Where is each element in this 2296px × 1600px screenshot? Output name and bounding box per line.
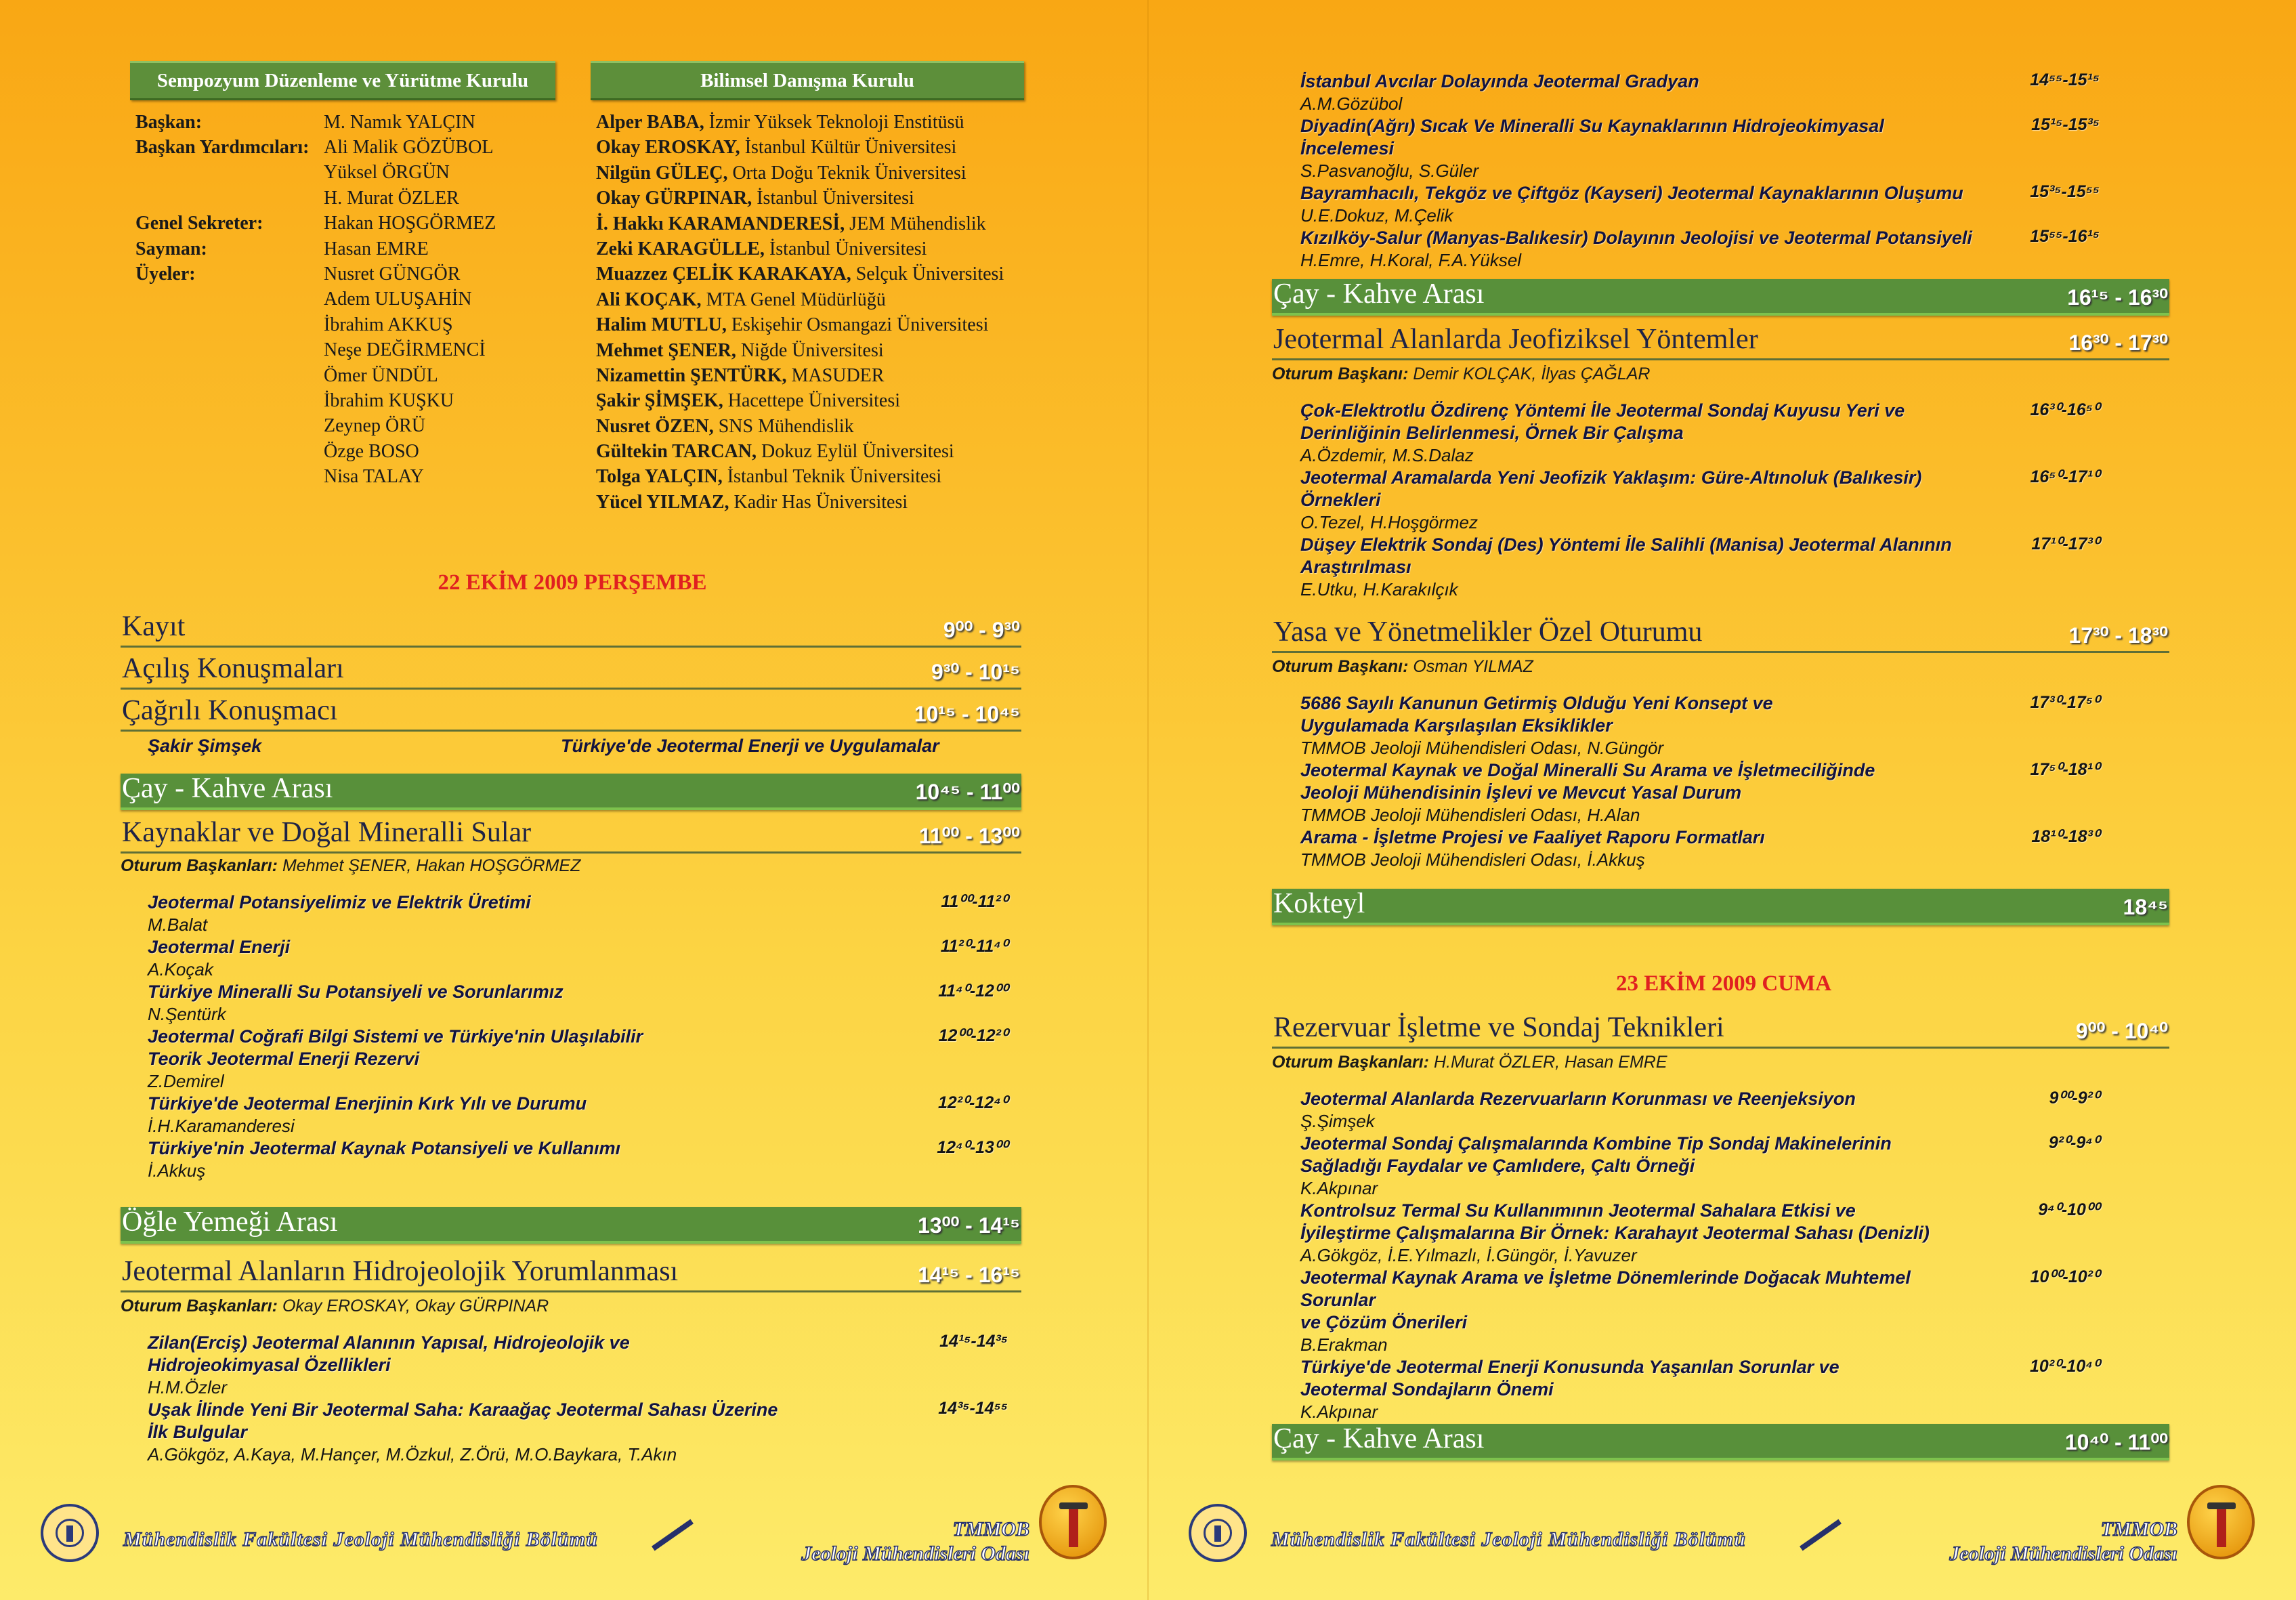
advisory-member-name: Zeki KARAGÜLLE, [596,238,765,259]
committee-row [135,211,496,236]
committee-row [135,287,496,312]
talk-authors: K.Akpınar [1300,1402,1378,1422]
advisory-board [591,61,1024,515]
talk-title: Kontrolsuz Termal Su Kullanımının Jeotermal Sahalara Etkisi ve İyileştirme Çalışmalarına Bir Örnek: Karahayıt Jeotermal Sahası (Denizli) [1300,1200,1930,1243]
advisory-member-affiliation: Kadir Has Üniversitesi [729,491,908,513]
committee-role: Genel Sekreter: [135,213,263,234]
session-time: 11⁰⁰ - 13⁰⁰ [918,824,1020,848]
talk-title: Düşey Elektrik Sondaj (Des) Yöntemi İle Salihli (Manisa) Jeotermal Alanının Araştırılması [1300,534,1952,577]
session-title: Çay - Kahve Arası [1273,1423,1485,1454]
talk-authors: K.Akpınar [1300,1178,1378,1198]
session-title: Yasa ve Yönetmelikler Özel Oturumu [1273,616,1703,648]
talk-time: 12⁰⁰-12²⁰ [938,1026,1008,1045]
talk-time: 15⁵⁵-16¹⁵ [2030,227,2100,246]
talk-time: 14⁵⁵-15¹⁵ [2030,70,2100,89]
talk-authors: S.Pasvanoğlu, S.Güler [1300,161,1479,181]
talk-title: Zilan(Erciş) Jeotermal Alanının Yapısal, Hidrojeolojik ve Hidrojeokimyasal Özellikleri [148,1332,630,1375]
advisory-member [596,287,1024,312]
talk-authors: TMMOB Jeoloji Mühendisleri Odası, H.Alan [1300,805,1640,825]
committee-member: Adem ULUŞAHİN [324,289,472,310]
advisory-member-affiliation: İstanbul Üniversitesi [764,238,927,259]
talk-authors: H.Emre, H.Koral, F.A.Yüksel [1300,250,1522,270]
session-time: 14¹⁵ - 16¹⁵ [918,1263,1020,1287]
committee-row [135,363,496,388]
advisory-member-name: Nizamettin ŞENTÜRK, [596,364,787,386]
chamber-name [738,1517,1029,1566]
talk-item [148,981,1008,1026]
advisory-member [596,261,1024,287]
talk-authors: H.M.Özler [148,1377,227,1397]
talk-time: 15³⁵-15⁵⁵ [2030,182,2100,201]
advisory-member-affiliation: Eskişehir Osmangazi Üniversitesi [726,314,989,336]
committee-row [135,236,496,261]
committee-role [135,439,324,464]
committee-row [135,261,496,287]
talk-title: Jeotermal Alanlarda Rezervuarların Korunması ve Reenjeksiyon [1300,1089,1856,1109]
session-title: Çağrılı Konuşmacı [122,695,338,726]
committee-member: Yüksel ÖRGÜN [324,162,450,184]
talk-item [1300,534,2100,601]
talk-title: Arama - İşletme Projesi ve Faaliyet Raporu Formatları [1300,827,1765,847]
talk-list-yasa [1300,692,2100,871]
talk-item [1300,115,2100,182]
talk-authors: M.Balat [148,914,208,935]
committee-row [135,135,496,160]
session-yasa [1272,616,2169,653]
advisory-member-name: Okay GÜRPINAR, [596,188,752,209]
talk-item [1300,1088,2100,1133]
committee-member: Hasan EMRE [324,238,429,259]
advisory-member-affiliation: Dokuz Eylül Üniversitesi [757,441,954,463]
session-title: Açılış Konuşmaları [122,653,344,684]
talk-title: Çok-Elektrotlu Özdirenç Yöntemi İle Jeotermal Sondaj Kuyusu Yeri ve Derinliğinin Belirlenmesi, Örnek Bir Çalışma [1300,400,1905,443]
session-title: Jeotermal Alanlarda Jeofiziksel Yöntemler [1273,324,1758,355]
break-lunch [121,1207,1021,1244]
committee-row [135,186,496,211]
advisory-member-affiliation: İstanbul Kültür Üniversitesi [740,137,957,159]
talk-item [1300,467,2100,534]
committee-row [135,110,496,135]
talk-title: Türkiye'de Jeotermal Enerjinin Kırk Yılı ve Durumu [148,1093,587,1114]
chair-names: Osman YILMAZ [1413,657,1533,676]
committee-member: Nusret GÜNGÖR [324,264,461,285]
advisory-member-name: Alper BABA, [596,112,704,133]
advisory-member-affiliation: JEM Mühendislik [845,213,986,234]
session-kokteyl [1272,889,2169,925]
talk-item [148,1137,1008,1182]
advisory-member [596,135,1024,160]
advisory-board-title: Bilimsel Danışma Kurulu [591,61,1024,100]
talk-authors: Z.Demirel [148,1071,224,1091]
committee-member: Neşe DEĞİRMENCİ [324,339,486,361]
break-coffee-1 [121,774,1021,810]
talk-title: İstanbul Avcılar Dolayında Jeotermal Gradyan [1300,71,1699,91]
talk-list-hidro-continued [1300,70,2100,272]
advisory-member-name: İ. Hakkı KARAMANDERESİ, [596,213,845,234]
talk-time: 14¹⁵-14³⁵ [939,1332,1008,1351]
talk-time: 9⁰⁰-9²⁰ [2049,1089,2100,1108]
talk-time: 16³⁰-16⁵⁰ [2030,400,2100,419]
advisory-member [596,464,1024,489]
committee-row [135,388,496,413]
advisory-member [596,363,1024,388]
advisory-member-name: Gültekin TARCAN, [596,441,757,463]
committee-role [135,338,324,363]
committee-role [135,363,324,388]
talk-time: 11²⁰-11⁴⁰ [940,937,1008,956]
session-hidro [121,1256,1021,1292]
advisory-member-name: Nusret ÖZEN, [596,415,714,437]
advisory-member [596,236,1024,261]
talk-title: Bayramhacılı, Tekgöz ve Çiftgöz (Kayseri) Jeotermal Kaynaklarının Oluşumu [1300,183,1963,203]
session-time: 18⁴⁵ [2123,895,2168,919]
committee-member: İbrahim KUŞKU [324,390,454,411]
talk-authors: Ş.Şimşek [1300,1111,1375,1131]
session-time: 13⁰⁰ - 14¹⁵ [918,1213,1020,1238]
keynote-speaker: Şakir Şimşek [148,736,262,756]
session-title: Rezervuar İşletme ve Sondaj Teknikleri [1273,1012,1724,1043]
advisory-member-affiliation: Orta Doğu Teknik Üniversitesi [727,162,966,184]
organizing-committee-title: Sempozyum Düzenleme ve Yürütme Kurulu [130,61,555,100]
day1-title: 22 EKİM 2009 PERŞEMBE [438,570,707,595]
talk-item [1300,826,2100,871]
session-chair [121,856,580,876]
talk-list-jeofizik [1300,400,2100,601]
keynote-talk: Türkiye'de Jeotermal Enerji ve Uygulamalar [561,736,939,756]
advisory-member-name: Okay EROSKAY, [596,137,740,159]
chair-names: Demir KOLÇAK, İlyas ÇAĞLAR [1413,364,1651,383]
talk-time: 17³⁰-17⁵⁰ [2030,693,2100,712]
committee-role [135,161,324,186]
university-seal-icon [41,1504,99,1562]
talk-item [1300,1267,2100,1356]
session-title: Kayıt [122,611,186,642]
talk-title: Jeotermal Aramalarda Yeni Jeofizik Yaklaşım: Güre-Altınoluk (Balıkesir) Örnekleri [1300,467,1922,510]
session-time: 16¹⁵ - 16³⁰ [2067,285,2168,310]
talk-item [1300,1200,2100,1267]
session-time: 9⁰⁰ - 9³⁰ [943,618,1020,642]
org-line-1: TMMOB [952,1518,1029,1540]
session-chair [1272,657,1533,677]
committee-row [135,312,496,337]
talk-time: 12⁴⁰-13⁰⁰ [937,1138,1008,1157]
organizing-committee [130,61,555,490]
session-title: Jeotermal Alanların Hidrojeolojik Yorumlanması [122,1256,679,1287]
talk-item [1300,400,2100,467]
talk-time: 12²⁰-12⁴⁰ [938,1093,1008,1112]
hammer-icon [1800,1519,1842,1551]
university-seal-icon [1189,1504,1247,1562]
session-title: Çay - Kahve Arası [1273,278,1485,310]
advisory-member [596,110,1024,135]
day2-title: 23 EKİM 2009 CUMA [1615,971,1832,996]
advisory-member [596,186,1024,211]
session-kaynaklar [121,817,1021,854]
session-title: Çay - Kahve Arası [122,773,333,804]
advisory-member-affiliation: İzmir Yüksek Teknoloji Enstitüsü [704,112,964,133]
session-cagrili [121,695,1021,732]
talk-time: 11⁰⁰-11²⁰ [941,892,1008,911]
advisory-member-affiliation: Niğde Üniversitesi [736,339,884,361]
session-time: 10¹⁵ - 10⁴⁵ [914,702,1020,726]
talk-item [1300,70,2100,115]
chamber-logo-icon [1039,1485,1107,1559]
department-name: Mühendislik Fakültesi Jeoloji Mühendisliği Bölümü [123,1528,598,1551]
talk-authors: İ.H.Karamanderesi [148,1116,295,1136]
talk-authors: A.M.Gözübol [1300,93,1403,114]
chair-label: Oturum Başkanları: [1272,1053,1430,1072]
committee-member: Hakan HOŞGÖRMEZ [324,213,496,234]
talk-time: 10⁰⁰-10²⁰ [2030,1267,2100,1286]
talk-title: Jeotermal Potansiyelimiz ve Elektrik Üretimi [148,892,531,912]
committee-role: Üyeler: [135,264,196,285]
talk-time: 10²⁰-10⁴⁰ [2030,1357,2100,1376]
advisory-member [596,338,1024,363]
chair-label: Oturum Başkanları: [121,856,278,875]
talk-time: 11⁴⁰-12⁰⁰ [938,982,1008,1001]
advisory-board-list [596,110,1024,515]
committee-role: Başkan Yardımcıları: [135,137,310,159]
advisory-member-affiliation: Hacettepe Üniversitesi [723,390,901,412]
talk-authors: İ.Akkuş [148,1160,206,1181]
talk-title: Jeotermal Enerji [148,937,291,957]
break-coffee-3 [1272,1424,2169,1460]
talk-item [1300,182,2100,227]
organizing-committee-table [135,110,496,490]
session-chair [1272,364,1650,384]
talk-time: 17⁵⁰-18¹⁰ [2030,760,2100,779]
advisory-member-name: Tolga YALÇIN, [596,466,723,488]
committee-row [135,464,496,489]
session-rezervuar [1272,1012,2169,1049]
talk-authors: E.Utku, H.Karakılçık [1300,579,1458,599]
session-time: 17³⁰ - 18³⁰ [2068,623,2168,648]
chair-label: Oturum Başkanı: [1272,364,1409,383]
committee-role [135,186,324,211]
advisory-member [596,161,1024,186]
talk-item [1300,227,2100,272]
committee-member: M. Namık YALÇIN [324,111,475,133]
chair-label: Oturum Başkanları: [121,1297,278,1315]
talk-item [1300,759,2100,826]
talk-title: Uşak İlinde Yeni Bir Jeotermal Saha: Karaağaç Jeotermal Sahası Üzerine İlk Bulgular [148,1399,778,1442]
talk-authors: B.Erakman [1300,1334,1388,1355]
advisory-member [596,211,1024,236]
committee-member: Ali Malik GÖZÜBOL [324,137,494,159]
chair-names: H.Murat ÖZLER, Hasan EMRE [1433,1053,1667,1072]
committee-role: Başkan: [135,111,203,133]
talk-time: 17¹⁰-17³⁰ [2031,534,2100,553]
committee-member: Nisa TALAY [324,466,424,488]
talk-authors: A.Gökgöz, İ.E.Yılmazlı, İ.Güngör, İ.Yavuzer [1300,1245,1637,1265]
org-line-2: Jeoloji Mühendisleri Odası [1949,1542,2177,1565]
talk-title: Jeotermal Coğrafi Bilgi Sistemi ve Türkiye'nin Ulaşılabilir Teorik Jeotermal Enerji Rezervi [148,1026,643,1069]
talk-authors: U.E.Dokuz, M.Çelik [1300,205,1453,226]
committee-row [135,414,496,439]
advisory-member [596,388,1024,413]
advisory-member-name: Nilgün GÜLEÇ, [596,162,728,184]
advisory-member-name: Halim MUTLU, [596,314,727,336]
advisory-member-affiliation: Selçuk Üniversitesi [851,264,1004,285]
talk-item [148,1093,1008,1137]
talk-item [1300,1356,2100,1423]
talk-title: Jeotermal Kaynak ve Doğal Mineralli Su Arama ve İşletmeciliğinde Jeoloji Mühendisinin İşlevi ve Mevcut Yasal Durum [1300,760,1875,803]
committee-row [135,439,496,464]
session-time: 16³⁰ - 17³⁰ [2068,331,2168,355]
session-time: 10⁴⁰ - 11⁰⁰ [2064,1430,2168,1454]
advisory-member-name: Muazzez ÇELİK KARAKAYA, [596,264,851,285]
session-title: Kokteyl [1273,888,1365,919]
talk-authors: A.Koçak [148,959,213,980]
talk-title: Kızılköy-Salur (Manyas-Balıkesir) Dolayının Jeolojisi ve Jeotermal Potansiyeli [1300,228,1972,248]
talk-authors: O.Tezel, H.Hoşgörmez [1300,512,1479,532]
advisory-member-affiliation: MASUDER [786,364,885,386]
committee-role: Sayman: [135,238,207,259]
talk-item [148,891,1008,936]
session-title: Kaynaklar ve Doğal Mineralli Sular [122,817,532,848]
talk-title: Jeotermal Sondaj Çalışmalarında Kombine Tip Sondaj Makinelerinin Sağladığı Faydalar ve Çamlıdere, Çaltı Örneği [1300,1133,1892,1176]
committee-role [135,312,324,337]
talk-item [148,1332,1008,1399]
chamber-name [1886,1517,2177,1566]
break-coffee-2 [1272,279,2169,316]
org-line-2: Jeoloji Mühendisleri Odası [801,1542,1029,1565]
talk-time: 15¹⁵-15³⁵ [2031,115,2100,134]
talk-item [148,1399,1008,1466]
committee-row [135,161,496,186]
session-time: 10⁴⁵ - 11⁰⁰ [915,780,1020,804]
committee-role [135,414,324,439]
talk-title: Jeotermal Kaynak Arama ve İşletme Dönemlerinde Doğacak Muhtemel Sorunlar ve Çözüm Önerileri [1300,1267,1911,1332]
talk-title: Türkiye'de Jeotermal Enerji Konusunda Yaşanılan Sorunlar ve Jeotermal Sondajların Önemi [1300,1357,1840,1399]
talk-list-kaynaklar [148,891,1008,1182]
talk-time: 9⁴⁰-10⁰⁰ [2038,1200,2100,1219]
talk-list-hidro [148,1332,1008,1466]
advisory-member-name: Ali KOÇAK, [596,289,702,310]
talk-time: 18¹⁰-18³⁰ [2031,827,2100,846]
talk-title: 5686 Sayılı Kanunun Getirmiş Olduğu Yeni Konsept ve Uygulamada Karşılaşılan Eksiklikler [1300,693,1773,736]
committee-member: Zeynep ÖRÜ [324,415,426,437]
talk-title: Diyadin(Ağrı) Sıcak Ve Mineralli Su Kaynaklarının Hidrojeokimyasal İncelemesi [1300,116,1884,159]
talk-authors: A.Gökgöz, A.Kaya, M.Hançer, M.Özkul, Z.Örü, M.O.Baykara, T.Akın [148,1444,677,1465]
advisory-member-affiliation: İstanbul Üniversitesi [752,188,914,209]
committee-member: Özge BOSO [324,440,419,462]
advisory-member [596,312,1024,337]
committee-role [135,287,324,312]
talk-authors: TMMOB Jeoloji Mühendisleri Odası, İ.Akkuş [1300,849,1645,870]
talk-item [1300,1133,2100,1200]
session-time: 9³⁰ - 10¹⁵ [931,660,1020,684]
talk-title: Türkiye Mineralli Su Potansiyeli ve Sorunlarımız [148,982,564,1002]
advisory-member [596,439,1024,464]
talk-authors: A.Özdemir, M.S.Dalaz [1300,445,1474,465]
advisory-member-name: Yücel YILMAZ, [596,491,729,513]
hammer-icon [652,1519,694,1551]
committee-role [135,388,324,413]
chair-label: Oturum Başkanı: [1272,657,1409,676]
advisory-member-affiliation: SNS Mühendislik [713,415,854,437]
org-line-1: TMMOB [2100,1518,2177,1540]
chair-names: Mehmet ŞENER, Hakan HOŞGÖRMEZ [282,856,581,875]
session-jeofizik [1272,324,2169,360]
talk-item [148,936,1008,981]
committee-row [135,338,496,363]
committee-member: Ömer ÜNDÜL [324,364,438,386]
talk-item [1300,692,2100,759]
session-kayit [121,611,1021,648]
advisory-member-affiliation: İstanbul Teknik Üniversitesi [722,466,942,488]
advisory-member-name: Şakir ŞİMŞEK, [596,390,723,412]
committee-member: İbrahim AKKUŞ [324,314,453,335]
session-time: 9⁰⁰ - 10⁴⁰ [2075,1019,2168,1043]
talk-authors: TMMOB Jeoloji Mühendisleri Odası, N.Güngör [1300,738,1664,758]
talk-item [148,1026,1008,1093]
talk-authors: N.Şentürk [148,1004,226,1024]
session-chair [121,1297,549,1316]
talk-time: 9²⁰-9⁴⁰ [2048,1133,2100,1152]
session-title: Öğle Yemeği Arası [122,1206,338,1238]
chair-names: Okay EROSKAY, Okay GÜRPINAR [282,1297,549,1315]
talk-time: 14³⁵-14⁵⁵ [938,1399,1008,1418]
advisory-member [596,490,1024,515]
talk-time: 16⁵⁰-17¹⁰ [2030,467,2100,486]
advisory-member-affiliation: MTA Genel Müdürlüğü [701,289,886,310]
talk-list-rezervuar [1300,1088,2100,1423]
chamber-logo-icon [2187,1485,2255,1559]
advisory-member-name: Mehmet ŞENER, [596,339,736,361]
advisory-member [596,414,1024,439]
session-chair [1272,1053,1667,1072]
department-name: Mühendislik Fakültesi Jeoloji Mühendisliği Bölümü [1271,1528,1746,1551]
committee-member: H. Murat ÖZLER [324,187,459,209]
session-acilis [121,653,1021,690]
right-page [1148,0,2296,1600]
committee-role [135,464,324,489]
talk-title: Türkiye'nin Jeotermal Kaynak Potansiyeli ve Kullanımı [148,1138,621,1158]
